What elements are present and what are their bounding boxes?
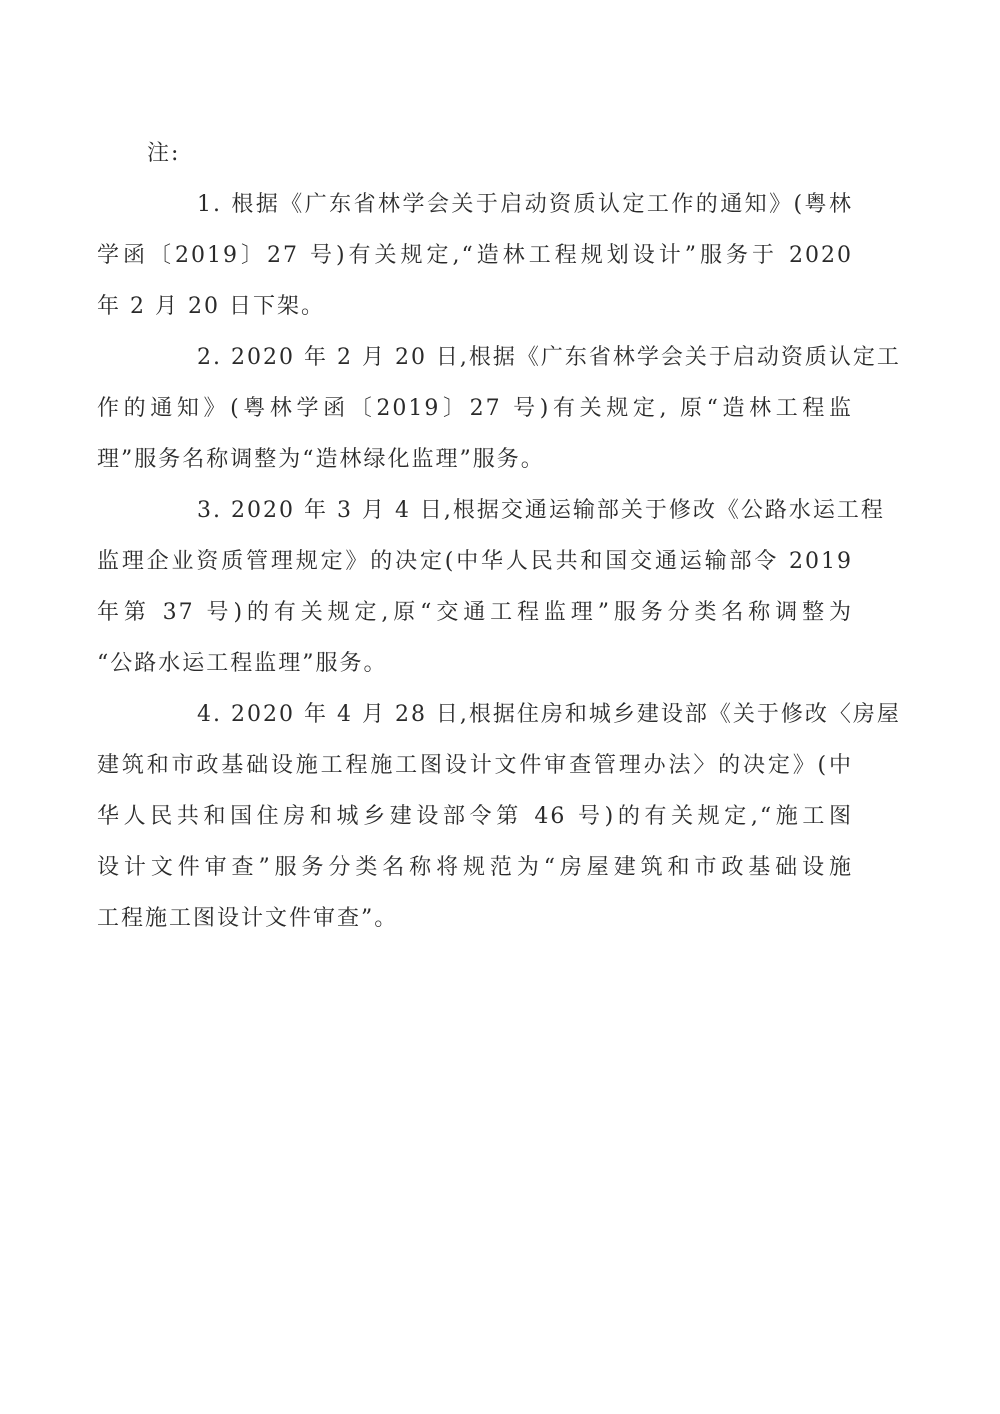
note-4-line-3: 华人民共和国住房和城乡建设部令第 46 号)的有关规定,“施工图 [97, 804, 853, 829]
note-4-line-1: 4. 2020 年 4 月 28 日,根据住房和城乡建设部《关于修改〈房屋 [197, 702, 901, 727]
notes-section [97, 128, 901, 944]
note-label: 注: [147, 141, 181, 166]
note-2-line-1: 2. 2020 年 2 月 20 日,根据《广东省林学会关于启动资质认定工 [197, 345, 901, 370]
note-1-line-2: 学函〔2019〕27 号)有关规定,“造林工程规划设计”服务于 2020 [97, 243, 853, 268]
note-3-line-2: 监理企业资质管理规定》的决定(中华人民共和国交通运输部令 2019 [97, 549, 853, 574]
note-item-1 [97, 179, 853, 332]
note-item-2 [97, 332, 901, 485]
note-4-line-2: 建筑和市政基础设施工程施工图设计文件审查管理办法〉的决定》(中 [97, 753, 853, 778]
note-1-line-3: 年 2 月 20 日下架。 [97, 294, 325, 319]
note-item-4 [97, 689, 901, 944]
note-2-line-3: 理”服务名称调整为“造林绿化监理”服务。 [97, 447, 545, 472]
note-4-line-4: 设计文件审查”服务分类名称将规范为“房屋建筑和市政基础设施 [97, 855, 853, 880]
note-3-line-1: 3. 2020 年 3 月 4 日,根据交通运输部关于修改《公路水运工程 [197, 498, 885, 523]
note-2-line-2: 作的通知》(粤林学函〔2019〕27 号)有关规定, 原“造林工程监 [97, 396, 853, 421]
note-item-3 [97, 485, 885, 689]
note-3-line-3: 年第 37 号)的有关规定,原“交通工程监理”服务分类名称调整为 [97, 600, 853, 625]
note-3-line-4: “公路水运工程监理”服务。 [97, 651, 388, 676]
note-4-line-5: 工程施工图设计文件审查”。 [97, 906, 399, 931]
note-1-line-1: 1. 根据《广东省林学会关于启动资质认定工作的通知》(粤林 [197, 192, 853, 217]
